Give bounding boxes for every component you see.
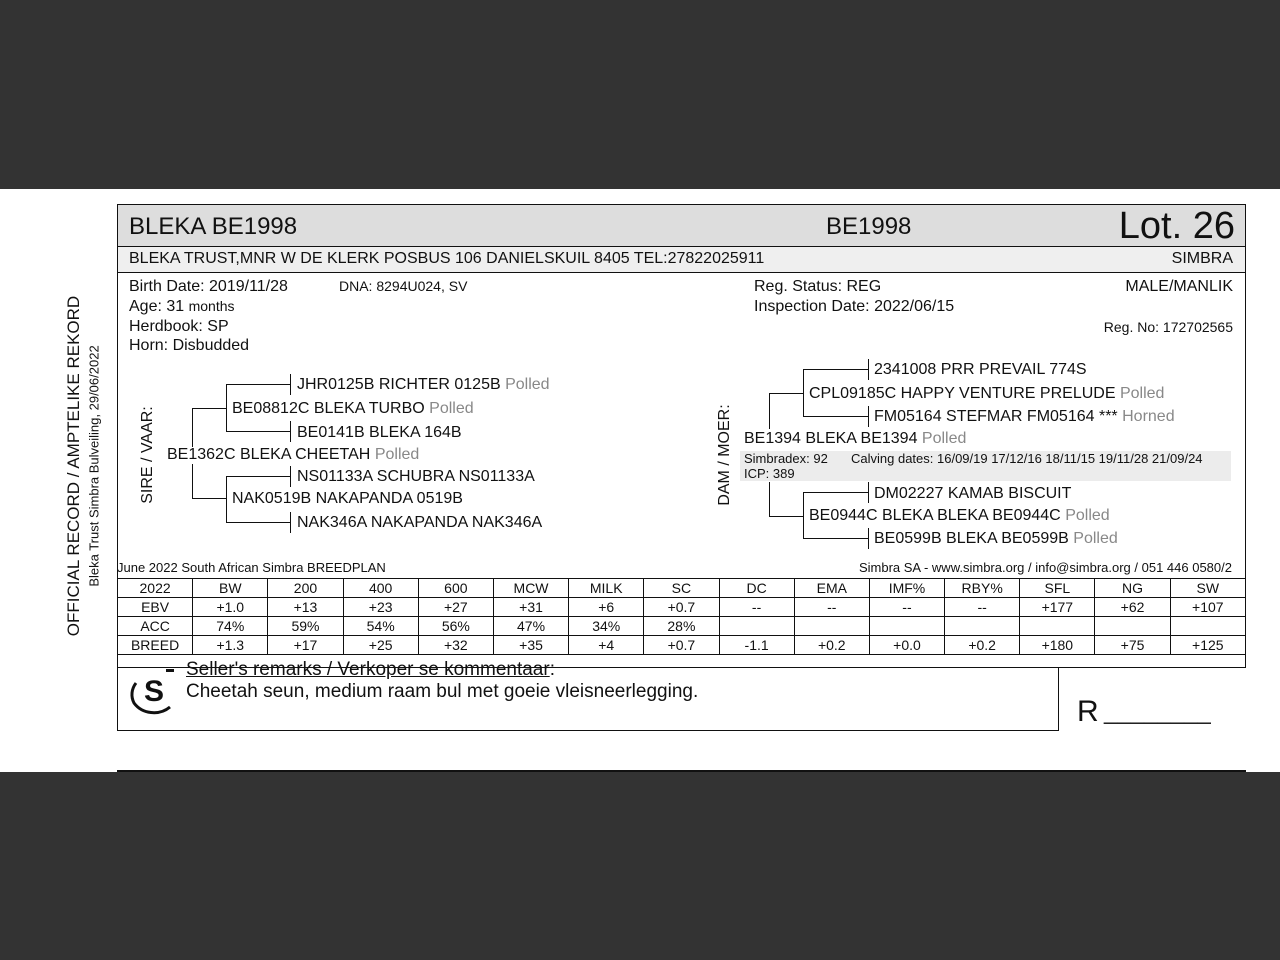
ebv-cell: EBV: [118, 598, 193, 617]
reg-status: Reg. Status: REG: [754, 278, 882, 295]
ebv-cell: 54%: [343, 617, 418, 636]
ebv-cell: --: [794, 598, 869, 617]
dam: BE1394 BLEKA BE1394 Polled: [744, 430, 967, 447]
ebv-header-cell: SFL: [1020, 579, 1095, 598]
ebv-header-cell: SC: [644, 579, 719, 598]
ebv-table: [117, 578, 1246, 655]
ebv-cell: [869, 617, 944, 636]
ebv-cell: +177: [1020, 598, 1095, 617]
ebv-header-cell: DC: [719, 579, 794, 598]
animal-name: BLEKA BE1998: [129, 213, 298, 240]
bottom-rule: [117, 770, 1246, 772]
herdbook: Herdbook: SP: [129, 318, 229, 335]
ebv-cell: +32: [418, 636, 493, 655]
ebv-header-row: [118, 579, 1246, 598]
ebv-header-cell: 600: [418, 579, 493, 598]
simbradex: Simbradex: 92: [744, 451, 828, 466]
sire-dam-sire: NS01133A SCHUBRA NS01133A: [297, 468, 535, 485]
calving-dates: Calving dates: 16/09/19 17/12/16 18/11/15 19/11/28 21/09/24: [851, 451, 1203, 466]
ebv-cell: +107: [1170, 598, 1245, 617]
birth-date: Birth Date: 2019/11/28: [129, 278, 288, 295]
dam-dam-sire: DM02227 KAMAB BISCUIT: [874, 485, 1072, 502]
price-blank: ________: [1104, 698, 1211, 725]
sire-dam: NAK0519B NAKAPANDA 0519B: [232, 490, 463, 507]
dam-dam: BE0944C BLEKA BLEKA BE0944C Polled: [809, 507, 1110, 524]
simbra-contact: Simbra SA - www.simbra.org / info@simbra.org / 051 446 0580/2: [858, 560, 1232, 575]
dam-dam-dam: BE0599B BLEKA BE0599B Polled: [874, 530, 1118, 547]
ebv-cell: +6: [569, 598, 644, 617]
ebv-cell: [1170, 617, 1245, 636]
ebv-cell: 56%: [418, 617, 493, 636]
remarks-text: Cheetah seun, medium raam bul met goeie vleisneerlegging.: [186, 681, 699, 702]
reg-number: Reg. No: 172702565: [1103, 319, 1233, 335]
remarks-heading: Seller's remarks / Verkoper se kommentaar:: [186, 659, 555, 680]
ebv-cell: +1.0: [193, 598, 268, 617]
simbra-logo-icon: [126, 665, 178, 717]
dam-sire-sire: 2341008 PRR PREVAIL 774S: [874, 361, 1087, 378]
breed-label: SIMBRA: [1171, 250, 1233, 267]
animal-id: BE1998: [826, 213, 912, 240]
owner-bar: [118, 247, 1245, 273]
ebv-cell: +23: [343, 598, 418, 617]
ebv-cell: 47%: [493, 617, 568, 636]
ebv-cell: +75: [1095, 636, 1170, 655]
ebv-header-cell: MCW: [493, 579, 568, 598]
ebv-cell: [719, 617, 794, 636]
ebv-cell: --: [869, 598, 944, 617]
ebv-cell: +27: [418, 598, 493, 617]
age: Age: 31 months: [129, 298, 235, 315]
ebv-cell: +0.0: [869, 636, 944, 655]
ebv-cell: --: [719, 598, 794, 617]
ebv-cell: +1.3: [193, 636, 268, 655]
ebv-cell: 74%: [193, 617, 268, 636]
ebv-cell: 34%: [569, 617, 644, 636]
ebv-cell: +35: [493, 636, 568, 655]
ebv-cell: +0.2: [945, 636, 1020, 655]
ebv-cell: +0.7: [644, 636, 719, 655]
ebv-cell: -1.1: [719, 636, 794, 655]
ebv-header-cell: 2022: [118, 579, 193, 598]
ebv-cell: +4: [569, 636, 644, 655]
owner-details: BLEKA TRUST,MNR W DE KLERK POSBUS 106 DANIELSKUIL 8405 TEL:27822025911: [129, 250, 765, 267]
ebv-header-cell: 200: [268, 579, 343, 598]
ebv-cell: 59%: [268, 617, 343, 636]
ebv-row: [118, 598, 1246, 617]
ebv-row: [118, 636, 1246, 655]
breedplan-caption: June 2022 South African Simbra BREEDPLAN: [117, 560, 386, 575]
ebv-header-cell: BW: [193, 579, 268, 598]
ebv-cell: +125: [1170, 636, 1245, 655]
sire-dam-dam: NAK346A NAKAPANDA NAK346A: [297, 514, 543, 531]
ebv-header-cell: EMA: [794, 579, 869, 598]
ebv-cell: [1020, 617, 1095, 636]
horn-status: Horn: Disbudded: [129, 337, 250, 354]
ebv-header-cell: MILK: [569, 579, 644, 598]
sire-sire-sire: JHR0125B RICHTER 0125B Polled: [297, 376, 550, 393]
icp: ICP: 389: [744, 466, 795, 481]
ebv-cell: +62: [1095, 598, 1170, 617]
ebv-cell: +31: [493, 598, 568, 617]
sire: BE1362C BLEKA CHEETAH Polled: [167, 446, 420, 463]
ebv-cell: BREED: [118, 636, 193, 655]
dam-sire: CPL09185C HAPPY VENTURE PRELUDE Polled: [809, 385, 1165, 402]
ebv-header-cell: 400: [343, 579, 418, 598]
ebv-header-cell: RBY%: [945, 579, 1020, 598]
ebv-row: [118, 617, 1246, 636]
ebv-cell: [945, 617, 1020, 636]
price-currency: R: [1077, 695, 1099, 728]
ebv-cell: +13: [268, 598, 343, 617]
ebv-header-cell: SW: [1170, 579, 1245, 598]
ebv-header-cell: IMF%: [869, 579, 944, 598]
ebv-cell: 28%: [644, 617, 719, 636]
ebv-header-cell: NG: [1095, 579, 1170, 598]
inspection-date: Inspection Date: 2022/06/15: [754, 298, 955, 315]
ebv-cell: --: [945, 598, 1020, 617]
dna-info: DNA: 8294U024, SV: [339, 278, 468, 294]
ebv-cell: +180: [1020, 636, 1095, 655]
ebv-cell: +0.7: [644, 598, 719, 617]
sex: MALE/MANLIK: [1125, 278, 1233, 295]
svg-text:S: S: [144, 675, 165, 708]
ebv-cell: ACC: [118, 617, 193, 636]
dam-sire-dam: FM05164 STEFMAR FM05164 *** Horned: [874, 408, 1175, 425]
ebv-cell: [1095, 617, 1170, 636]
ebv-cell: [794, 617, 869, 636]
sire-sire-dam: BE0141B BLEKA 164B: [297, 424, 462, 441]
ebv-cell: +0.2: [794, 636, 869, 655]
lot-number: Lot. 26: [1118, 205, 1235, 247]
title-bar: [118, 205, 1245, 247]
ebv-cell: +17: [268, 636, 343, 655]
sire-sire: BE08812C BLEKA TURBO Polled: [232, 400, 474, 417]
ebv-cell: +25: [343, 636, 418, 655]
